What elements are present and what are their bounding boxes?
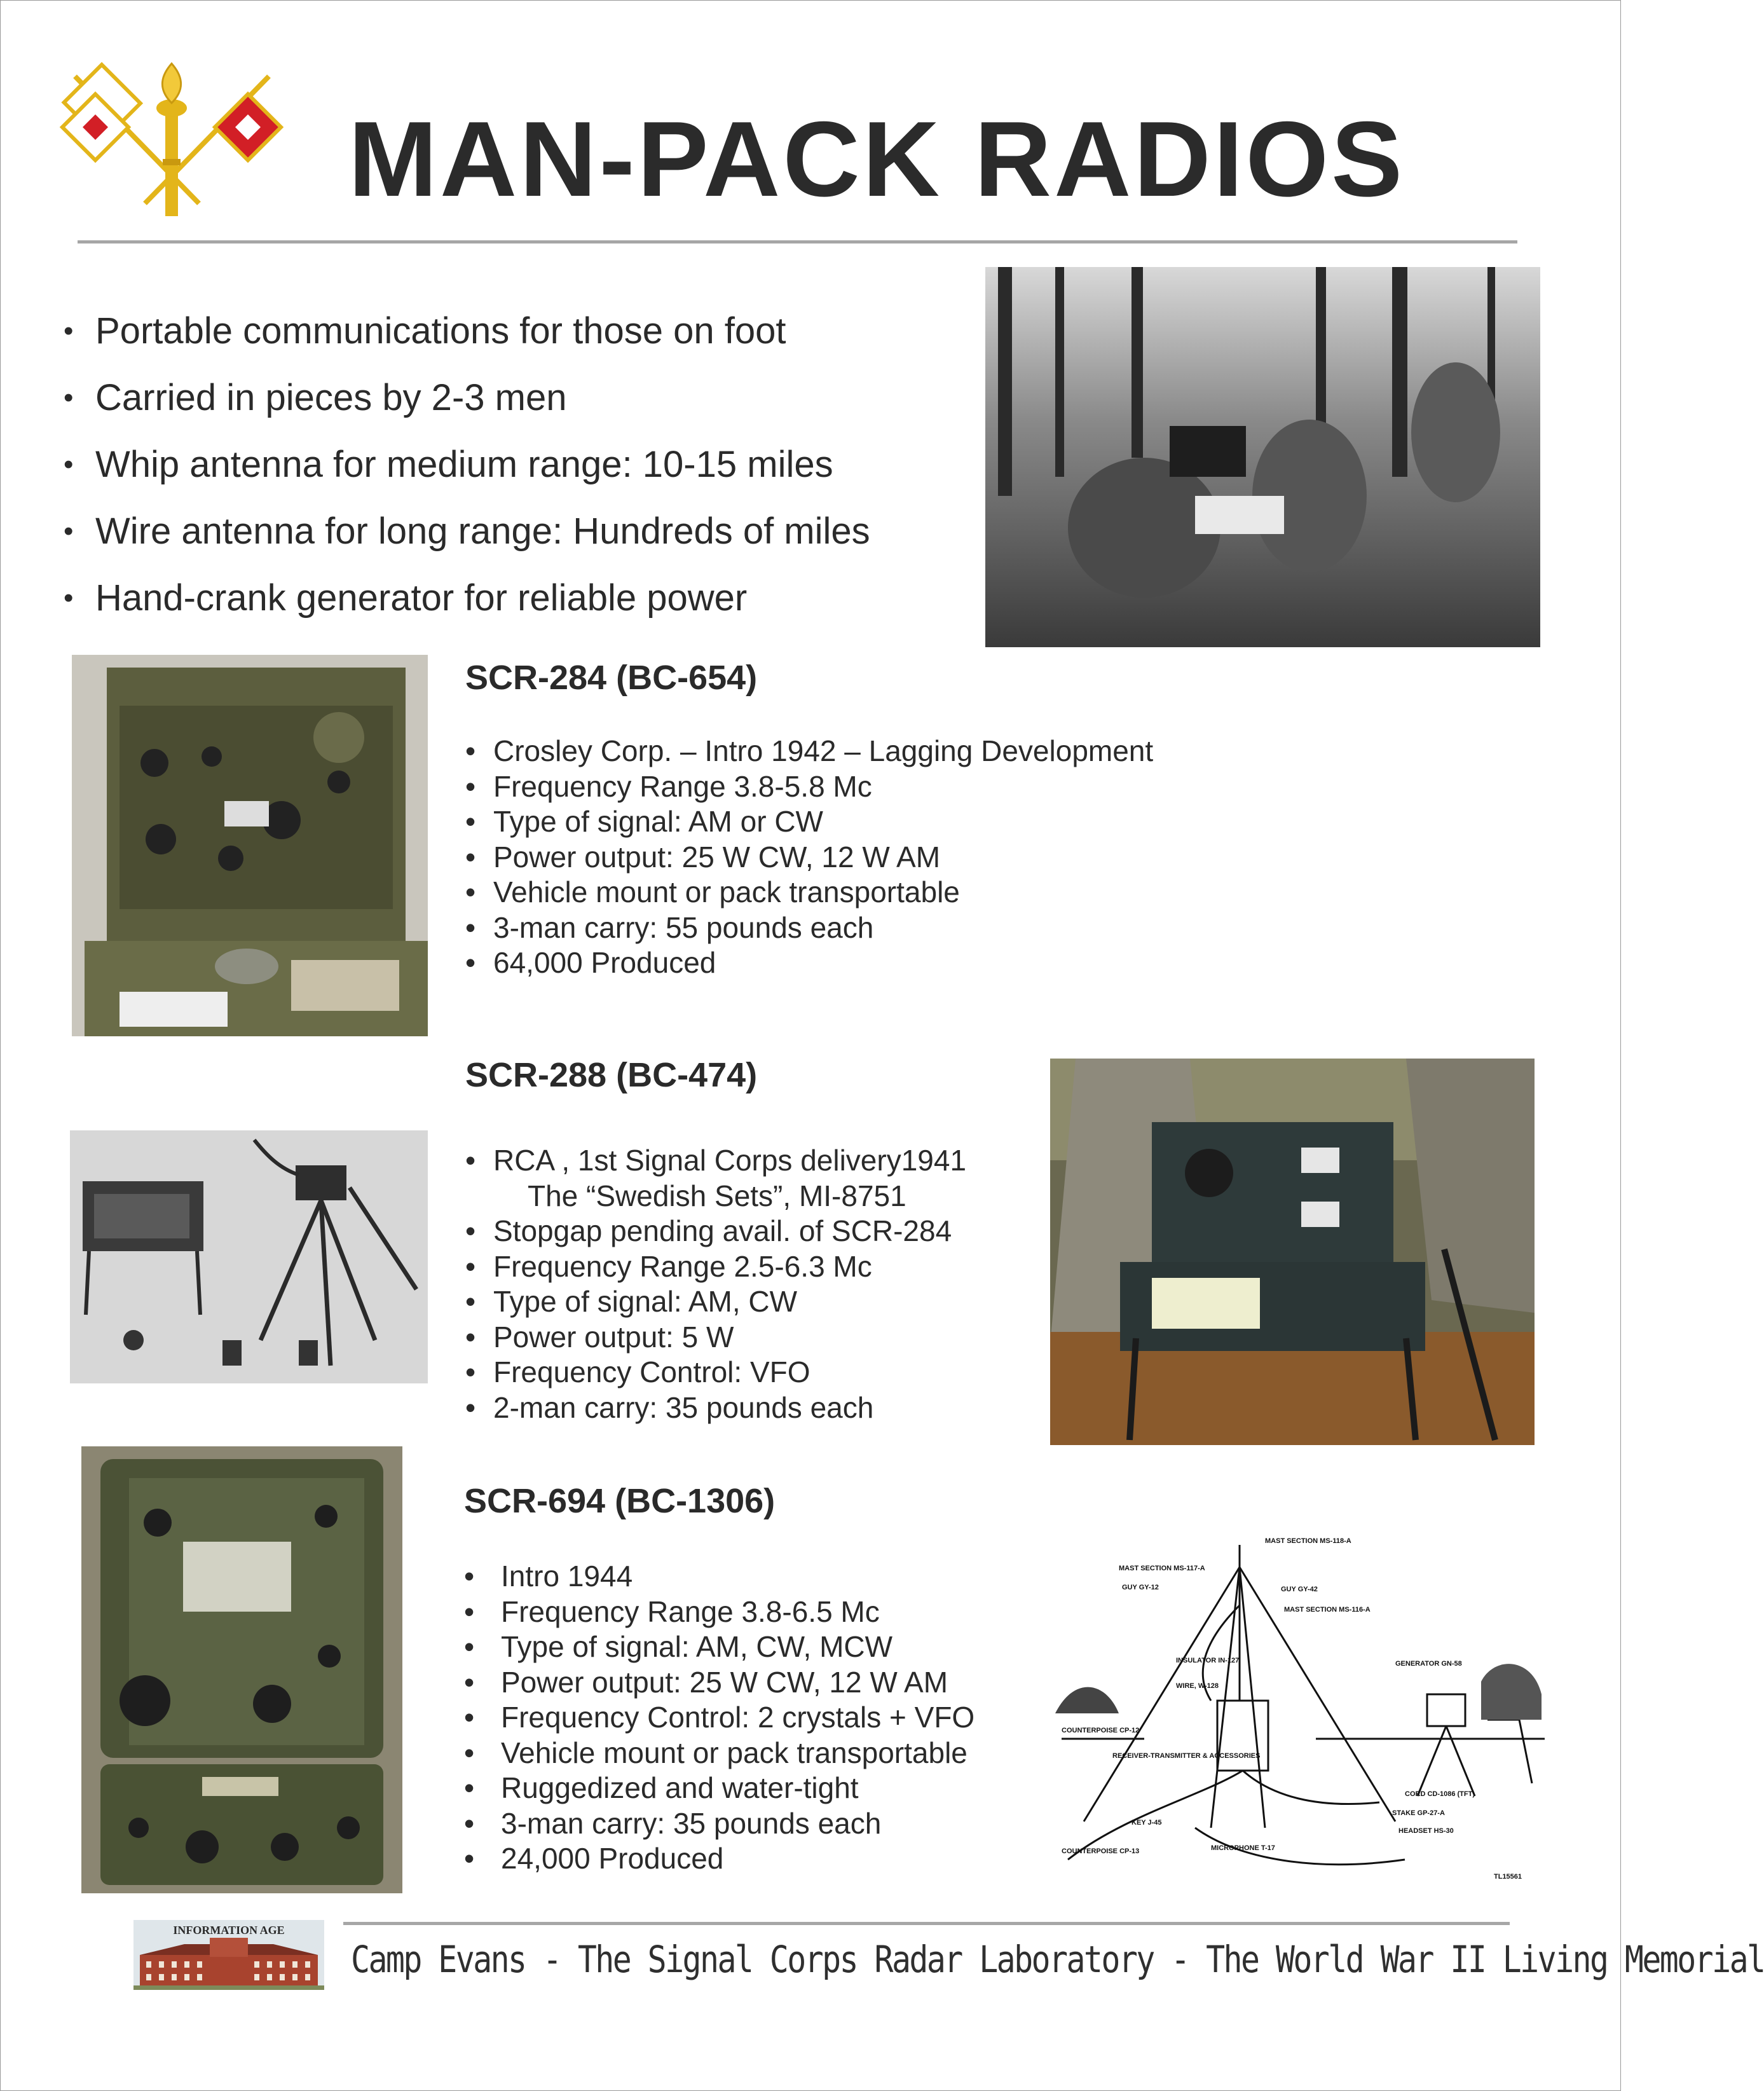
list-item: • Vehicle mount or pack transportable [464,1736,967,1769]
diagram-label: CORD CD-1086 (TFT) [1405,1790,1475,1798]
diagram-label: INSULATOR IN-127 [1176,1657,1240,1664]
list-item: • 24,000 Produced [464,1842,724,1875]
title-divider [78,240,1517,243]
list-item: • Wire antenna for long range: Hundreds of miles [64,498,870,565]
list-item: • Vehicle mount or pack transportable [465,875,960,908]
footer-caption: Camp Evans - The Signal Corps Radar Laboratory - The World War II Living Memorial [351,1938,1764,1981]
section-heading: SCR-288 (BC-474) [465,1056,758,1094]
section-heading: SCR-694 (BC-1306) [464,1482,776,1520]
section-heading: SCR-284 (BC-654) [465,659,758,697]
diagram-label: RECEIVER-TRANSMITTER & ACCESSORIES [1112,1752,1261,1760]
list-item: • Type of signal: AM, CW, MCW [464,1630,893,1663]
diagram-label: MICROPHONE T-17 [1211,1844,1275,1852]
diagram-label: KEY J-45 [1132,1819,1162,1827]
list-item: • Intro 1944 [464,1560,633,1593]
diagram-label: GENERATOR GN-58 [1395,1660,1462,1668]
list-item: • Frequency Range 2.5-6.3 Mc [465,1249,872,1283]
list-item: • Carried in pieces by 2-3 men [64,364,870,431]
list-item: • Type of signal: AM or CW [465,805,823,838]
list-item: • Frequency Range 3.8-5.8 Mc [465,769,872,803]
antenna-setup-diagram [1049,1529,1548,1885]
list-item: • Frequency Range 3.8-6.5 Mc [464,1594,880,1628]
list-item: • Power output: 25 W CW, 12 W AM [465,840,941,874]
list-item: • Power output: 5 W [465,1320,734,1354]
footer-divider [343,1922,1510,1925]
scr-284-spec-list [465,734,1153,981]
list-item: • 64,000 Produced [465,946,716,979]
list-item: • Portable communications for those on foot [64,298,870,364]
list-item: • RCA , 1st Signal Corps delivery1941 [465,1144,967,1177]
list-item: • 2-man carry: 35 pounds each [465,1390,874,1424]
soldiers-field-radio-photo [985,267,1540,647]
list-item: The “Swedish Sets”, MI-8751 [528,1179,906,1212]
diagram-label: MAST SECTION MS-116-A [1284,1606,1371,1614]
list-item: • Frequency Control: VFO [465,1355,810,1388]
list-item: • Hand-crank generator for reliable power [64,565,870,631]
scr-288-spec-list [465,1143,966,1425]
diagram-label: STAKE GP-27-A [1392,1809,1445,1817]
scr-288-radio-outdoor-photo [1050,1059,1535,1445]
diagram-label: WIRE, W-128 [1176,1682,1219,1690]
list-item: • 3-man carry: 35 pounds each [464,1806,882,1840]
diagram-label: TL15561 [1494,1873,1522,1881]
diagram-label: MAST SECTION MS-117-A [1119,1565,1205,1572]
diagram-label: MAST SECTION MS-118-A [1265,1537,1351,1545]
diagram-label: COUNTERPOISE CP-12 [1062,1727,1140,1734]
diagram-label: HEADSET HS-30 [1398,1827,1454,1835]
list-item: • Power output: 25 W CW, 12 W AM [464,1665,948,1699]
diagram-label: GUY GY-12 [1122,1584,1159,1591]
list-item: • Stopgap pending avail. of SCR-284 [465,1214,952,1247]
list-item: • Type of signal: AM, CW [465,1285,798,1318]
list-item: • Frequency Control: 2 crystals + VFO [464,1701,975,1734]
scr-694-radio-photo [81,1446,402,1893]
list-item: • Ruggedized and water-tight [464,1771,859,1804]
logo-text: INFORMATION AGE [173,1924,285,1937]
intro-bullet-list [64,298,870,631]
signal-corps-insignia-icon [62,64,282,219]
diagram-label: COUNTERPOISE CP-13 [1062,1848,1140,1855]
page-title: MAN-PACK RADIOS [348,99,1405,219]
list-item: • Whip antenna for medium range: 10-15 miles [64,431,870,498]
diagram-label: GUY GY-42 [1281,1586,1318,1593]
list-item: • Crosley Corp. – Intro 1942 – Lagging Development [465,734,1154,767]
scr-284-radio-photo [72,655,428,1036]
scr-288-equipment-photo [70,1130,428,1383]
list-item: • 3-man carry: 55 pounds each [465,910,874,944]
scr-694-spec-list [464,1559,974,1877]
information-age-logo [133,1920,324,1990]
